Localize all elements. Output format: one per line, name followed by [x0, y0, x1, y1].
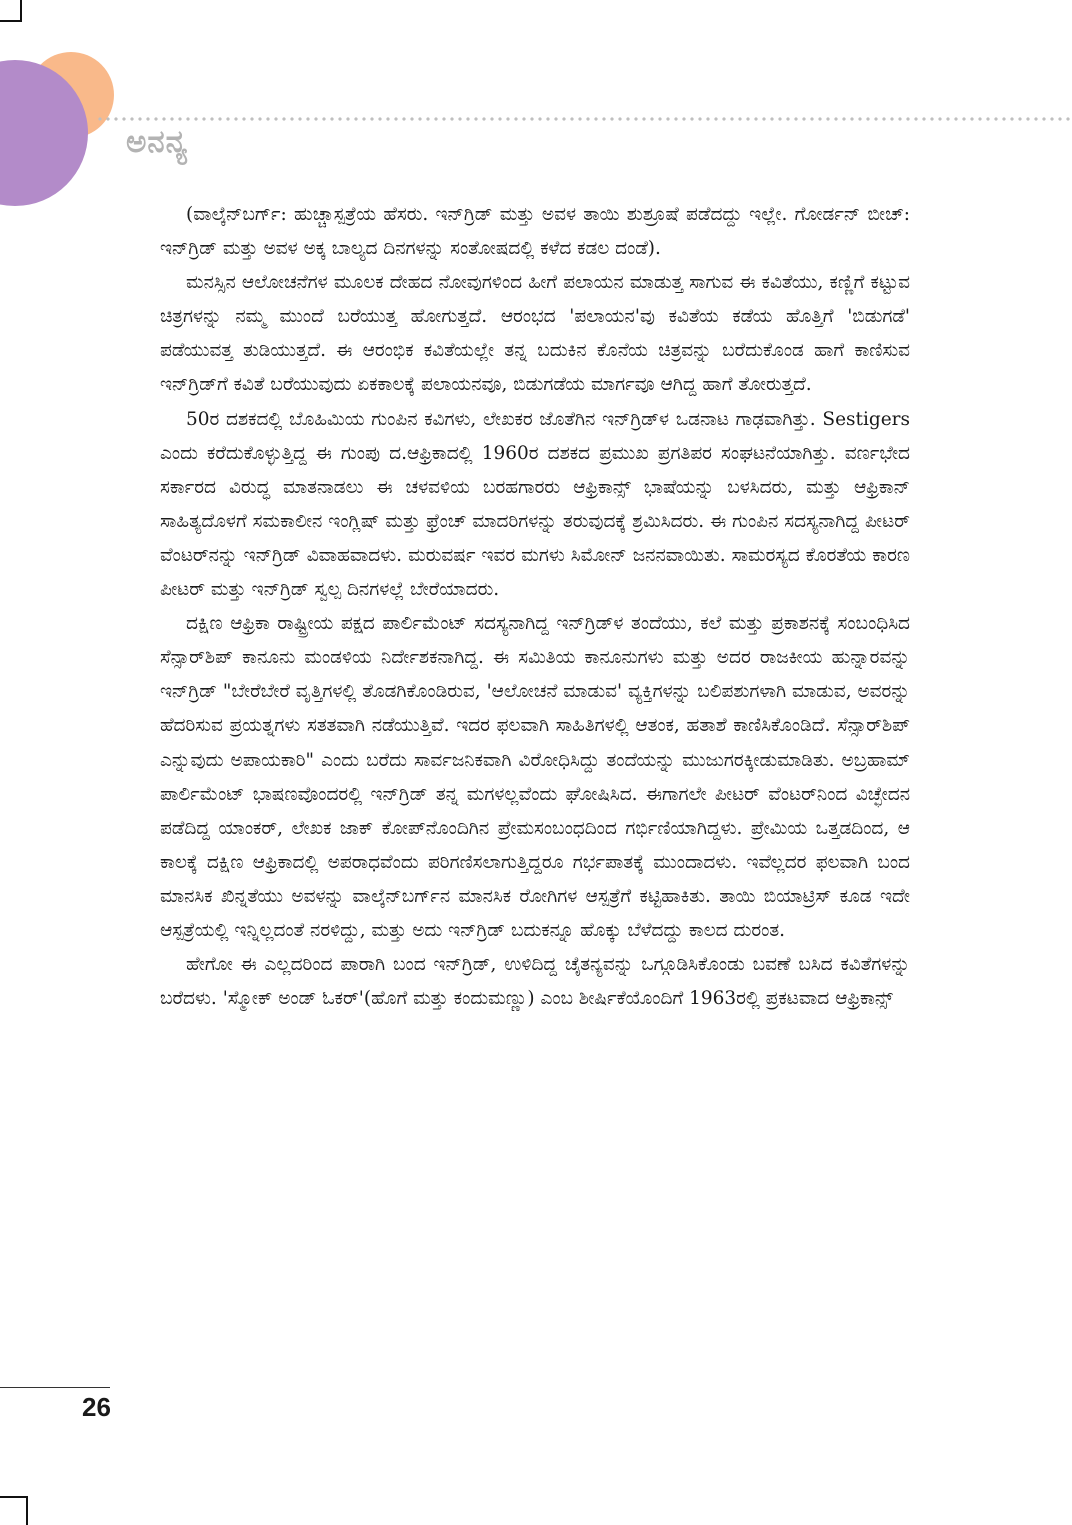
- page-number: 26: [82, 1392, 111, 1422]
- paragraph: (ವಾಲ್ಕೆನ್‌ಬರ್ಗ್: ಹುಚ್ಚಾಸ್ಪತ್ರೆಯ ಹೆಸರು. ಇನ್‌ಗ್ರಿಡ್ ಮತ್ತು ಅವಳ ತಾಯಿ ಶುಶ್ರೂಷೆ ಪಡೆದದ್ದು ಇಲ್ಲೇ. ಗೋರ್ಡನ್ ಬೀಚ್: ಇನ್‌ಗ್ರಿಡ್ ಮತ್ತು ಅವಳ ಅಕ್ಕ ಬಾಲ್ಯದ ದಿನಗಳನ್ನು ಸಂತೋಷದಲ್ಲಿ ಕಳೆದ ಕಡಲ ದಂಡೆ).: [160, 204, 910, 260]
- crop-mark-bottom-vertical: [26, 1496, 28, 1525]
- footer-rule: [0, 1387, 110, 1388]
- crop-mark-top-vertical: [20, 0, 22, 22]
- dotted-header-rule: [96, 116, 1072, 122]
- paragraph: 50ರ ದಶಕದಲ್ಲಿ ಬೊಹಿಮಿಯ ಗುಂಪಿನ ಕವಿಗಳು, ಲೇಖಕರ ಜೊತೆಗಿನ ಇನ್‌ಗ್ರಿಡ್‌ಳ ಒಡನಾಟ ಗಾಢವಾಗಿತ್ತು. Sestigers ಎಂದು ಕರೆದುಕೊಳ್ಳುತ್ತಿದ್ದ ಈ ಗುಂಪು ದ.ಆಫ್ರಿಕಾದಲ್ಲಿ 1960ರ ದಶಕದ ಪ್ರಮುಖ ಪ್ರಗತಿಪರ ಸಂಘಟನೆಯಾಗಿತ್ತು. ವರ್ಣಭೇದ ಸರ್ಕಾರದ ವಿರುದ್ಧ ಮಾತನಾಡಲು ಈ ಚಳವಳಿಯ ಬರಹಗಾರರು ಆಫ್ರಿಕಾನ್ಸ್ ಭಾಷೆಯನ್ನು ಬಳಸಿದರು, ಮತ್ತು ಆಫ್ರಿಕಾನ್ ಸಾಹಿತ್ಯದೊಳಗೆ ಸಮಕಾಲೀನ ಇಂಗ್ಲಿಷ್ ಮತ್ತು ಫ್ರೆಂಚ್ ಮಾದರಿಗಳನ್ನು ತರುವುದಕ್ಕೆ ಶ್ರಮಿಸಿದರು. ಈ ಗುಂಪಿನ ಸದಸ್ಯನಾಗಿದ್ದ ಪೀಟರ್ ವೆಂಟರ್‌ನನ್ನು ಇನ್‌ಗ್ರಿಡ್ ವಿವಾಹವಾದಳು. ಮರುವರ್ಷ ಇವರ ಮಗಳು ಸಿಮೋನ್ ಜನನವಾಯಿತು. ಸಾಮರಸ್ಯದ ಕೊರತೆಯ ಕಾರಣ ಪೀಟರ್ ಮತ್ತು ಇನ್‌ಗ್ರಿಡ್ ಸ್ವಲ್ಪ ದಿನಗಳಲ್ಲೆ ಬೇರೆಯಾದರು.: [160, 408, 910, 601]
- paragraph: ಮನಸ್ಸಿನ ಆಲೋಚನೆಗಳ ಮೂಲಕ ದೇಹದ ನೋವುಗಳಿಂದ ಹೀಗೆ ಪಲಾಯನ ಮಾಡುತ್ತ ಸಾಗುವ ಈ ಕವಿತೆಯು, ಕಣ್ಣಿಗೆ ಕಟ್ಟುವ ಚಿತ್ರಗಳನ್ನು ನಮ್ಮ ಮುಂದೆ ಬರೆಯುತ್ತ ಹೋಗುತ್ತದೆ. ಆರಂಭದ 'ಪಲಾಯನ'ವು ಕವಿತೆಯ ಕಡೆಯ ಹೊತ್ತಿಗೆ 'ಬಿಡುಗಡೆ' ಪಡೆಯುವತ್ತ ತುಡಿಯುತ್ತದೆ. ಈ ಆರಂಭಿಕ ಕವಿತೆಯಲ್ಲೇ ತನ್ನ ಬದುಕಿನ ಕೊನೆಯ ಚಿತ್ರವನ್ನು ಬರೆದುಕೊಂಡ ಹಾಗೆ ಕಾಣಿಸುವ ಇನ್‌ಗ್ರಿಡ್‌ಗೆ ಕವಿತೆ ಬರೆಯುವುದು ಏಕಕಾಲಕ್ಕೆ ಪಲಾಯನವೂ, ಬಿಡುಗಡೆಯ ಮಾರ್ಗವೂ ಆಗಿದ್ದ ಹಾಗೆ ತೋರುತ್ತದೆ.: [160, 272, 910, 396]
- running-title: ಅನನ್ಯ: [126, 124, 189, 160]
- crop-mark-bottom-horizontal: [0, 1496, 28, 1498]
- crop-mark-top-horizontal: [0, 20, 22, 22]
- article-body: [160, 198, 910, 1016]
- paragraph: ದಕ್ಷಿಣ ಆಫ್ರಿಕಾ ರಾಷ್ಟ್ರೀಯ ಪಕ್ಷದ ಪಾರ್ಲಿಮೆಂಟ್ ಸದಸ್ಯನಾಗಿದ್ದ ಇನ್‌ಗ್ರಿಡ್‌ಳ ತಂದೆಯು, ಕಲೆ ಮತ್ತು ಪ್ರಕಾಶನಕ್ಕೆ ಸಂಬಂಧಿಸಿದ ಸೆನ್ಸಾರ್‌ಶಿಪ್ ಕಾನೂನು ಮಂಡಳಿಯ ನಿರ್ದೇಶಕನಾಗಿದ್ದ. ಈ ಸಮಿತಿಯ ಕಾನೂನುಗಳು ಮತ್ತು ಅದರ ರಾಜಕೀಯ ಹುನ್ನಾರವನ್ನು ಇನ್‌ಗ್ರಿಡ್ "ಬೇರೆಬೇರೆ ವೃತ್ತಿಗಳಲ್ಲಿ ತೊಡಗಿಕೊಂಡಿರುವ, 'ಆಲೋಚನೆ ಮಾಡುವ' ವ್ಯಕ್ತಿಗಳನ್ನು ಬಲಿಪಶುಗಳಾಗಿ ಮಾಡುವ, ಅವರನ್ನು ಹೆದರಿಸುವ ಪ್ರಯತ್ನಗಳು ಸತತವಾಗಿ ನಡೆಯುತ್ತಿವೆ. ಇದರ ಫಲವಾಗಿ ಸಾಹಿತಿಗಳಲ್ಲಿ ಆತಂಕ, ಹತಾಶೆ ಕಾಣಿಸಿಕೊಂಡಿದೆ. ಸೆನ್ಸಾರ್‌ಶಿಪ್ ಎನ್ನುವುದು ಅಪಾಯಕಾರಿ" ಎಂದು ಬರೆದು ಸಾರ್ವಜನಿಕವಾಗಿ ವಿರೋಧಿಸಿದ್ದು ತಂದೆಯನ್ನು ಮುಜುಗರಕ್ಕೀಡುಮಾಡಿತು. ಅಬ್ರಹಾಮ್ ಪಾರ್ಲಿಮೆಂಟ್ ಭಾಷಣವೊಂದರಲ್ಲಿ ಇನ್‌ಗ್ರಿಡ್ ತನ್ನ ಮಗಳಲ್ಲವೆಂದು ಘೋಷಿಸಿದ. ಈಗಾಗಲೇ ಪೀಟರ್ ವೆಂಟರ್‌ನಿಂದ ವಿಚ್ಛೇದನ ಪಡೆದಿದ್ದ ಯಾಂಕರ್, ಲೇಖಕ ಜಾಕ್ ಕೋಪ್‌ನೊಂದಿಗಿನ ಪ್ರೇಮಸಂಬಂಧದಿಂದ ಗರ್ಭಿಣಿಯಾಗಿದ್ದಳು. ಪ್ರೇಮಿಯ ಒತ್ತಡದಿಂದ, ಆ ಕಾಲಕ್ಕೆ ದಕ್ಷಿಣ ಆಫ್ರಿಕಾದಲ್ಲಿ ಅಪರಾಧವೆಂದು ಪರಿಗಣಿಸಲಾಗುತ್ತಿದ್ದರೂ ಗರ್ಭಪಾತಕ್ಕೆ ಮುಂದಾದಳು. ಇವೆಲ್ಲದರ ಫಲವಾಗಿ ಬಂದ ಮಾನಸಿಕ ಖಿನ್ನತೆಯು ಅವಳನ್ನು ವಾಲ್ಕೆನ್‌ಬರ್ಗ್‌ನ ಮಾನಸಿಕ ರೋಗಿಗಳ ಆಸ್ಪತ್ರೆಗೆ ಕಟ್ಟಿಹಾಕಿತು. ತಾಯಿ ಬಿಯಾಟ್ರಿಸ್ ಕೂಡ ಇದೇ ಆಸ್ಪತ್ರೆಯಲ್ಲಿ ಇನ್ನಿಲ್ಲದಂತೆ ನರಳಿದ್ದು, ಮತ್ತು ಅದು ಇನ್‌ಗ್ರಿಡ್ ಬದುಕನ್ನೂ ಹೊಕ್ಕು ಬೆಳೆದದ್ದು ಕಾಲದ ದುರಂತ.: [160, 613, 910, 941]
- paragraph: ಹೇಗೋ ಈ ಎಲ್ಲದರಿಂದ ಪಾರಾಗಿ ಬಂದ ಇನ್‌ಗ್ರಿಡ್, ಉಳಿದಿದ್ದ ಚೈತನ್ಯವನ್ನು ಒಗ್ಗೂಡಿಸಿಕೊಂಡು ಬವಣೆ ಬಸಿದ ಕವಿತೆಗಳನ್ನು ಬರೆದಳು. 'ಸ್ಮೋಕ್ ಅಂಡ್ ಓಕರ್'(ಹೊಗೆ ಮತ್ತು ಕಂದುಮಣ್ಣು) ಎಂಬ ಶೀರ್ಷಿಕೆಯೊಂದಿಗೆ 1963ರಲ್ಲಿ ಪ್ರಕಟವಾದ ಆಫ್ರಿಕಾನ್ಸ್: [160, 954, 910, 1010]
